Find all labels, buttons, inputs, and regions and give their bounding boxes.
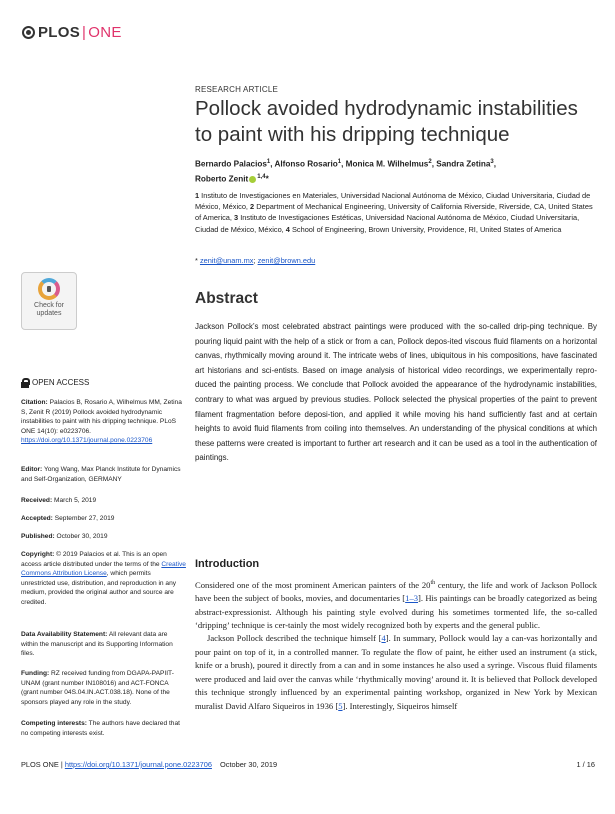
page-number: 1 / 16 bbox=[576, 760, 595, 769]
published-date bbox=[21, 532, 186, 542]
affil-num: 3 bbox=[234, 213, 239, 223]
data-text: All relevant data are within the manuscript and its Supporting Information files. bbox=[21, 631, 173, 658]
check-updates-line2: updates bbox=[36, 310, 62, 317]
email-link-unam[interactable]: zenit@unam.mx bbox=[199, 256, 254, 265]
accepted-text: September 27, 2019 bbox=[52, 515, 115, 522]
intro-paragraph-2 bbox=[195, 632, 597, 712]
citation-text: Palacios B, Rosario A, Wilhelmus MM, Zetina S, Zenit R (2019) Pollock avoided hydrodynamic instabilities to paint with his dripping technique. PLoS ONE 14(10): e0223706. bbox=[21, 399, 182, 435]
funding-label: Funding: bbox=[21, 670, 50, 677]
orcid-icon[interactable] bbox=[249, 176, 256, 183]
competing-label: Competing interests: bbox=[21, 720, 87, 727]
abstract-heading: Abstract bbox=[195, 290, 258, 307]
author-name: Roberto Zenit bbox=[195, 174, 249, 184]
intro-paragraph-1 bbox=[195, 577, 597, 632]
footer-date: October 30, 2019 bbox=[220, 760, 278, 769]
intro-text: ]. His paintings can be broadly categorized as being abstract-expressionist. Although his painting style evolved during his sometimes tormented life, the so-called ‘dripping’ technique is cer-tainly the most widely recognized both by experts and the general public. bbox=[195, 593, 597, 631]
check-updates-icon bbox=[38, 278, 60, 300]
data-availability bbox=[21, 630, 186, 659]
introduction-body bbox=[195, 577, 597, 713]
logo-separator: | bbox=[82, 24, 87, 41]
open-access-text: OPEN ACCESS bbox=[32, 378, 90, 388]
license-link[interactable]: Creative Commons Attribution License bbox=[21, 560, 186, 578]
footer-journal: PLOS ONE | bbox=[21, 760, 65, 769]
citation-label: Citation: bbox=[21, 399, 48, 406]
abstract-text: Jackson Pollock’s most celebrated abstract paintings were produced with the so-called drip-ping technique. By pouring liquid paint with the help of a stick or from a can, Pollock depos-ited viscous fluid filaments on a horizontal canvas, rhythmically moving around it. The intricate webs of lines, ubiquitous in his compositions, have fascinated art historians and sci-entists. Based on image analysis of historical video recordings, we experimentally repro-duced the painting process. We conclude that Pollock avoided the appearance of the hydrodynamic instabilities, contrary to what was argued by previous studies. Pollock selected the physical properties of the paint to prevent filament fragmentation before deposi-tion, and applied it while moving his hand sufficiently fast and at certain heights to avoid fluid filaments from coiling into themselves. An understanding of the physical conditions at which these patterns were created is important to further art research and it can be used as a tool in the authentication of paintings. bbox=[195, 322, 597, 463]
citation bbox=[21, 398, 186, 446]
intro-text: ]. Interestingly, Siqueiros himself bbox=[342, 700, 458, 711]
author-sup: 1 bbox=[266, 159, 271, 165]
affil-text: Instituto de Investigaciones en Materiales, Universidad Nacional Autónoma de México, Ciudad Universitaria, Ciudad de México, México, bbox=[195, 191, 591, 212]
author-sup: 1,4 bbox=[257, 173, 266, 180]
affil-text: Department of Mechanical Engineering, University of California Riverside, Riverside, CA, United States of America, bbox=[195, 202, 593, 223]
author-comma: , bbox=[493, 159, 497, 169]
affil-text: School of Engineering, Brown University, Providence, RI, United States of America bbox=[289, 224, 562, 234]
open-lock-icon bbox=[21, 378, 29, 388]
email-link-brown[interactable]: zenit@brown.edu bbox=[257, 256, 316, 265]
email-star: * bbox=[195, 256, 198, 265]
article-title: Pollock avoided hydrodynamic instabilities to paint with his dripping technique bbox=[195, 97, 578, 146]
funding bbox=[21, 669, 186, 707]
citation-doi-link[interactable]: https://doi.org/10.1371/journal.pone.0223706 bbox=[21, 437, 153, 445]
funding-text: RZ received funding from DGAPA-PAPIIT-UNAM (grant number IN108016) and ACT-FONCA (grant number 04S.04.IN.ACT.038.18). None of the sponsors played any role in the study. bbox=[21, 670, 174, 706]
editor-text: Yong Wang, Max Planck Institute for Dynamics and Self-Organization, GERMANY bbox=[21, 466, 181, 483]
author-name: , Monica M. Wilhelmus bbox=[341, 159, 429, 169]
accepted-date bbox=[21, 514, 186, 524]
correspondence bbox=[195, 256, 595, 265]
intro-text: Considered one of the most prominent American painters of the 20 bbox=[195, 579, 431, 590]
corresponding-star: * bbox=[265, 174, 269, 184]
footer-left bbox=[21, 760, 277, 769]
logo-one-text: ONE bbox=[88, 24, 122, 41]
author-name: , Sandra Zetina bbox=[431, 159, 491, 169]
affil-text: Instituto de Investigaciones Estéticas, Universidad Nacional Autónoma de México, Ciudad Universitaria, Ciudad de México, México, bbox=[195, 213, 580, 234]
competing-text: The authors have declared that no competing interests exist. bbox=[21, 720, 180, 737]
copyright-text-end: , which permits unrestricted use, distribution, and reproduction in any medium, provided the original author and source are credited. bbox=[21, 570, 177, 606]
check-for-updates-button[interactable] bbox=[21, 272, 77, 330]
published-label: Published: bbox=[21, 533, 55, 540]
received-label: Received: bbox=[21, 497, 53, 504]
intro-text: century, the life and work of Jackson Pollock have been the subject of books, movies, and documentaries [ bbox=[195, 579, 597, 604]
check-updates-line1: Check for bbox=[34, 302, 64, 309]
open-access-label bbox=[21, 378, 186, 388]
competing-interests bbox=[21, 719, 186, 738]
affil-num: 1 bbox=[195, 191, 200, 200]
data-label: Data Availability Statement: bbox=[21, 631, 108, 638]
published-text: October 30, 2019 bbox=[54, 533, 108, 540]
author-sup: 1 bbox=[337, 159, 342, 165]
copyright-label: Copyright: bbox=[21, 551, 55, 558]
copyright-text: © 2019 Palacios et al. This is an open access article distributed under the terms of the bbox=[21, 551, 167, 568]
received-text: March 5, 2019 bbox=[52, 497, 97, 504]
author-name: , Alfonso Rosario bbox=[270, 159, 338, 169]
page-footer bbox=[21, 760, 595, 769]
author-name: Bernardo Palacios bbox=[195, 159, 267, 169]
introduction-heading: Introduction bbox=[195, 558, 260, 570]
plos-one-logo bbox=[22, 24, 122, 41]
reference-link[interactable]: 4 bbox=[381, 633, 386, 644]
footer-doi-link[interactable]: https://doi.org/10.1371/journal.pone.0223706 bbox=[64, 760, 212, 769]
affiliations bbox=[195, 190, 595, 235]
reference-link[interactable]: 5 bbox=[338, 700, 343, 711]
logo-plos-text: PLOS bbox=[38, 24, 81, 41]
editor-label: Editor: bbox=[21, 466, 43, 473]
received-date bbox=[21, 496, 186, 506]
intro-text: ]. In summary, Pollock would lay a can-vas horizontally and pour paint on top of it, in a controlled manner. To regulate the flow of paint, he either used an instrument (a stick, knife or a brush), poured it directly from a can and in some instances he also used a syringe. Viscous fluid filaments were produced and laid over the canvas while ‘rhythmically moving’ around it. It is believed that Pollock developed this technique strongly influenced by an experimental painting workshop, organized in New York by Mexican muralist David Alfaro Siqueiros in 1936 [ bbox=[195, 633, 597, 711]
copyright bbox=[21, 550, 186, 608]
intro-sup: th bbox=[430, 580, 436, 586]
affil-num: 4 bbox=[285, 224, 290, 234]
article-type: RESEARCH ARTICLE bbox=[195, 85, 279, 94]
reference-link[interactable]: 1–3 bbox=[405, 593, 419, 604]
author-list bbox=[195, 156, 595, 185]
plos-logo-icon bbox=[22, 26, 35, 39]
author-sup: 3 bbox=[490, 159, 494, 165]
intro-text: Jackson Pollock described the technique himself [ bbox=[207, 633, 382, 644]
editor bbox=[21, 465, 186, 484]
author-sup: 2 bbox=[428, 159, 432, 165]
affil-num: 2 bbox=[250, 202, 255, 212]
accepted-label: Accepted: bbox=[21, 515, 53, 522]
email-sep: ; bbox=[253, 256, 258, 265]
